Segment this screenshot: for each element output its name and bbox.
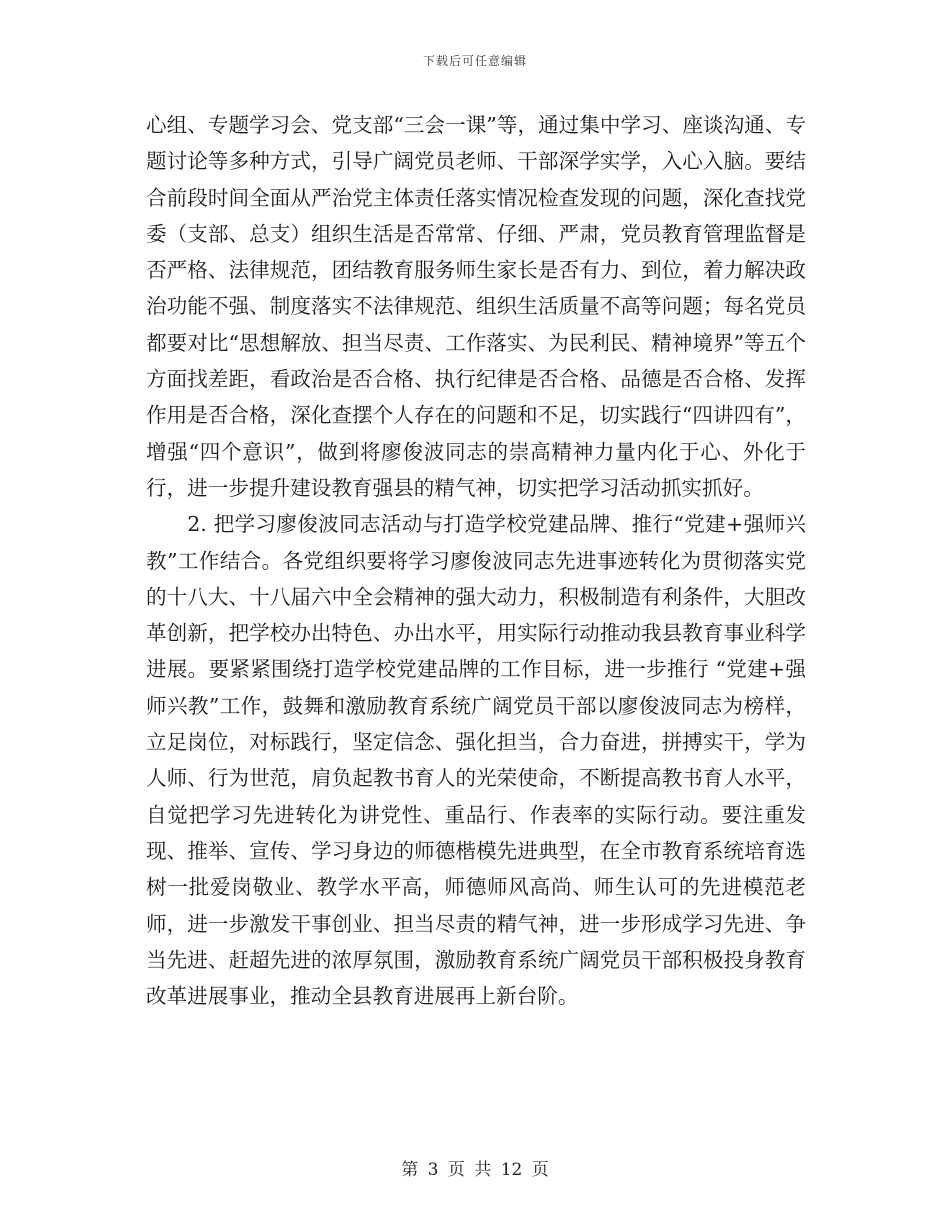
body-paragraph: 2. 把学习廖俊波同志活动与打造学校党建品牌、推行“党建+强师兴教”工作结合。各党组织要将学习廖俊波同志先进事迹转化为贯彻落实党的十八大、十八届六中全会精神的强大动力，积极制造有利条件，大胆改革创新，把学校办出特色、办出水平，用实际行动推动我县教育事业科学进展。要紧紧围绕打造学校党建品牌的工作目标，进一步推行 “党建+强师兴教”工作，鼓舞和激励教育系统广阔党员干部以廖俊波同志为榜样，立足岗位，对标践行，坚定信念、强化担当，合力奋进，拼搏实干，学为人师、行为世范，肩负起教书育人的光荣使命，不断提高教书育人水平，自觉把学习先进转化为讲党性、重品行、作表率的实际行动。要注重发现、推举、宣传、学习身边的师德楷模先进典型，在全市教育系统培育选树一批爱岗敬业、教学水平高，师德师风高尚、师生认可的先进模范老师，进一步激发干事创业、担当尽责的精气神，进一步形成学习先进、争当先进、赶超先进的浓厚氛围，激励教育系统广阔党员干部积极投身教育改革进展事业，推动全县教育进展再上新台阶。 <box>146 512 806 1009</box>
page-number: 第 3 页 共 12 页 <box>401 1160 549 1180</box>
body-paragraph: 心组、专题学习会、党支部“三会一课”等，通过集中学习、座谈沟通、专题讨论等多种方式，引导广阔党员老师、干部深学实学，入心入脑。要结合前段时间全面从严治党主体责任落实情况检查发现的问题，深化查找党委（支部、总支）组织生活是否常常、仔细、严肃，党员教育管理监督是否严格、法律规范，团结教育服务师生家长是否有力、到位，着力解决政治功能不强、制度落实不法律规范、组织生活质量不高等问题；每名党员都要对比“思想解放、担当尽责、工作落实、为民利民、精神境界”等五个方面找差距，看政治是否合格、执行纪律是否合格、品德是否合格、发挥作用是否合格，深化查摆个人存在的问题和不足，切实践行“四讲四有”，增强“四个意识”，做到将廖俊波同志的崇高精神力量内化于心、外化于行，进一步提升建设教育强县的精气神，切实把学习活动抓实抓好。 <box>146 113 806 500</box>
document-body <box>146 107 806 1014</box>
page-header: 下载后可任意编辑 <box>422 54 527 68</box>
